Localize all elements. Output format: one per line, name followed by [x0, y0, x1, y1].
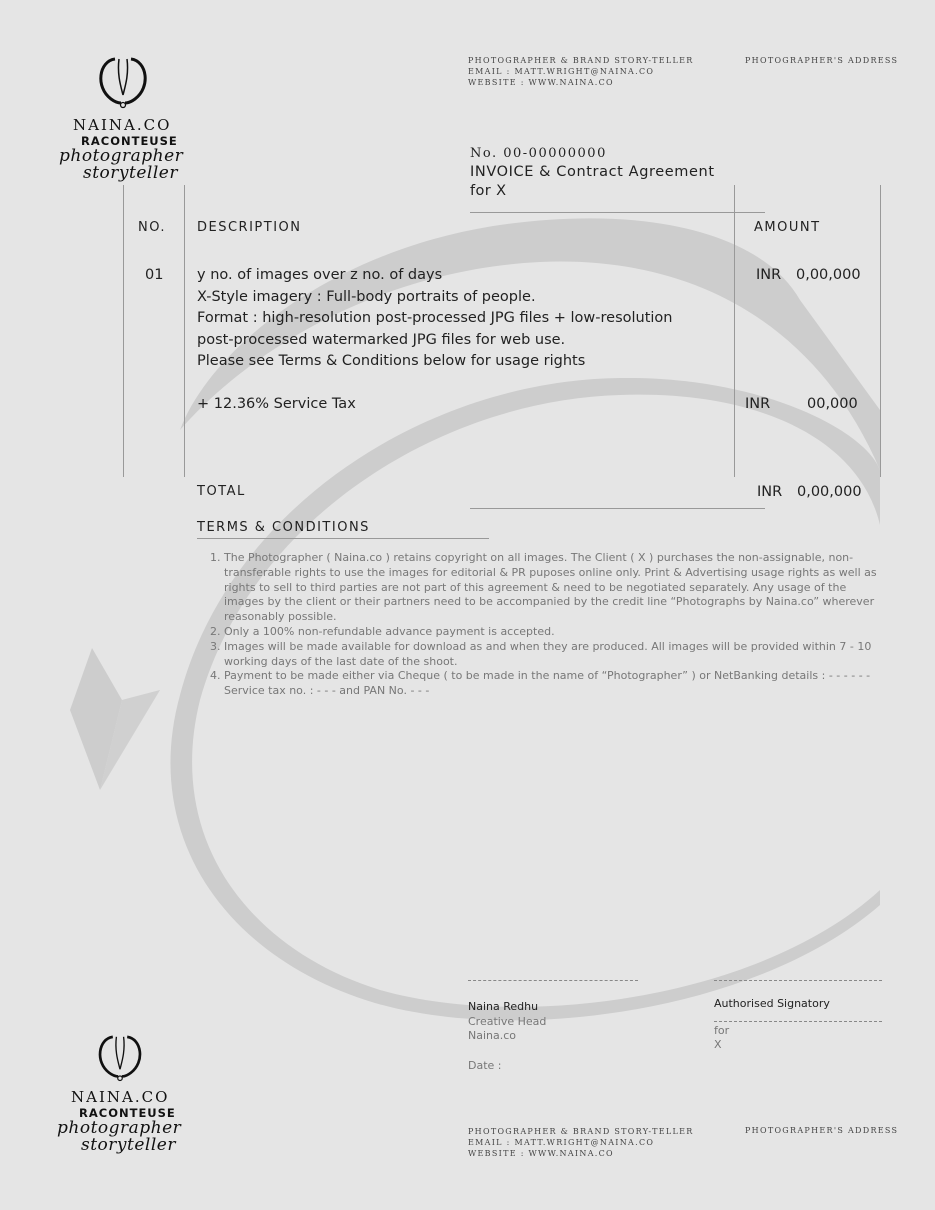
signatory-dash-line: [714, 1021, 882, 1022]
description-line: Please see Terms & Conditions below for usage rights: [197, 353, 586, 369]
logo-mark-icon: [93, 1032, 147, 1084]
title-underline: [470, 212, 765, 213]
for-label: for: [714, 1023, 730, 1037]
header-address: PHOTOGRAPHER'S ADDRESS: [745, 56, 899, 65]
terms-title: TERMS & CONDITIONS: [197, 520, 370, 535]
invoice-title: INVOICE & Contract Agreement: [470, 164, 715, 180]
logo-subtitle: RACONTEUSE: [79, 1106, 176, 1120]
logo-mark-icon: [93, 55, 153, 110]
logo-script-line2: storyteller: [81, 1135, 176, 1155]
footer-email: EMAIL : MATT.WRIGHT@NAINA.CO: [468, 1138, 655, 1147]
signature-dash-line-right: [714, 980, 882, 981]
logo-script-line1: photographer: [57, 1118, 182, 1138]
date-label: Date :: [468, 1058, 502, 1072]
tax-currency: INR: [745, 396, 771, 412]
footer-logo: [55, 1032, 195, 1154]
signature-left: [468, 1000, 546, 1073]
total-currency: INR: [757, 484, 783, 500]
signer-company: Naina.co: [468, 1029, 517, 1042]
table-border-left: [123, 185, 124, 477]
signer-role: Creative Head: [468, 1014, 547, 1028]
description-line: Format : high-resolution post-processed JPG files + low-resolution: [197, 310, 673, 326]
total-label: TOTAL: [197, 484, 246, 499]
logo-script-line2: storyteller: [83, 163, 178, 183]
header-website: WEBSITE : WWW.NAINA.CO: [468, 78, 614, 87]
row-number: 01: [145, 267, 164, 283]
terms-underline: [197, 538, 489, 539]
tax-label: + 12.36% Service Tax: [197, 396, 356, 412]
signer-name: Naina Redhu: [468, 1000, 539, 1013]
term-item: 1. The Photographer ( Naina.co ) retains copyright on all images. The Client ( X ) purchases the non-assignable, non-transferable rights to use the images for editorial & PR puposes online only. Print & Advertising usage rights as well as rights to sell to third parties are not part of this agreement & need to be negotiated separately. Any usage of the images by the client or their partners need to be accompanied by the credit line “Photographs by Naina.co” wherever reasonably possible.: [224, 551, 886, 625]
header-role: PHOTOGRAPHER & BRAND STORY-TELLER: [468, 56, 694, 65]
term-item: 4. Payment to be made either via Cheque ( to be made in the name of “Photographer” ) or NetBanking details : - - - - - - Service tax no. : - - - and PAN No. - - -: [224, 669, 886, 699]
table-divider-no: [184, 185, 185, 477]
signature-right: [714, 997, 882, 1053]
authorised-signatory-label: Authorised Signatory: [714, 997, 830, 1010]
logo-name: NAINA.CO: [71, 1088, 170, 1106]
header-contact: [468, 55, 694, 88]
row-currency: INR: [756, 267, 782, 283]
header-no: NO.: [138, 220, 167, 235]
terms-list: [196, 551, 886, 699]
table-border-right: [880, 185, 881, 477]
footer-website: WEBSITE : WWW.NAINA.CO: [468, 1149, 614, 1158]
description-line: X-Style imagery : Full-body portraits of people.: [197, 288, 536, 305]
header-description: DESCRIPTION: [197, 220, 302, 235]
description-line: y no. of images over z no. of days: [197, 267, 443, 283]
total-amount: 0,00,000: [797, 484, 862, 500]
invoice-for: for X: [470, 183, 507, 199]
client-name: X: [714, 1038, 722, 1051]
row-description: [197, 265, 727, 373]
header-email: EMAIL : MATT.WRIGHT@NAINA.CO: [468, 67, 655, 76]
description-line: post-processed watermarked JPG files for web use.: [197, 331, 566, 348]
logo-subtitle: RACONTEUSE: [81, 134, 178, 148]
logo-name: NAINA.CO: [73, 116, 172, 134]
total-underline: [470, 508, 765, 509]
invoice-number: No. 00-00000000: [470, 146, 607, 161]
tax-amount: 00,000: [807, 396, 858, 412]
footer-address: PHOTOGRAPHER'S ADDRESS: [745, 1126, 899, 1135]
logo-script-line1: photographer: [59, 146, 184, 166]
term-item: 2. Only a 100% non-refundable advance payment is accepted.: [224, 625, 886, 640]
header-logo: [55, 55, 195, 182]
row-amount: 0,00,000: [796, 267, 861, 283]
header-amount: AMOUNT: [754, 220, 821, 235]
signature-dash-line-left: [468, 980, 638, 981]
term-item: 3. Images will be made available for download as and when they are produced. All images will be provided within 7 - 10 working days of the last date of the shoot.: [224, 640, 886, 670]
table-divider-amount: [734, 185, 735, 477]
footer-role: PHOTOGRAPHER & BRAND STORY-TELLER: [468, 1127, 694, 1136]
footer-contact: [468, 1126, 694, 1159]
